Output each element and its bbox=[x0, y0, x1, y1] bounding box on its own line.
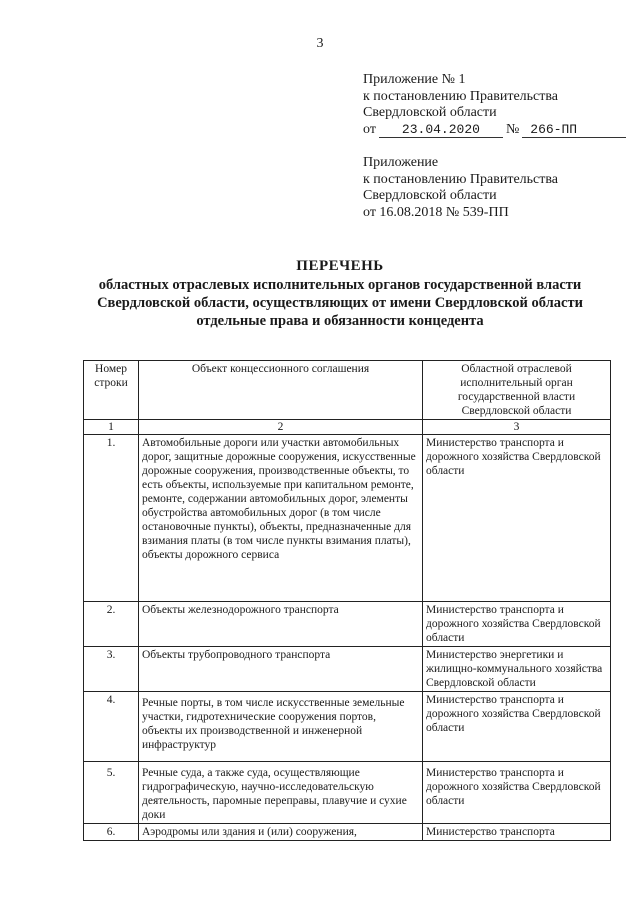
row-object: Речные суда, а также суда, осуществляющие гидрографическую, научно-исследовательскую деятельность, паромные переправы, плавучие и сухие доки bbox=[139, 762, 423, 824]
table-header-row bbox=[84, 361, 611, 420]
title-line-1: областных отраслевых исполнительных органов государственной власти bbox=[98, 277, 582, 293]
date-prefix: от bbox=[363, 121, 376, 137]
table-row bbox=[84, 824, 611, 841]
number-prefix: № bbox=[505, 121, 520, 137]
row-organ: Министерство энергетики и жилищно-коммунального хозяйства Свердловской области bbox=[423, 647, 611, 692]
appendix-1-line3: Свердловской области bbox=[363, 105, 497, 120]
document-title bbox=[60, 257, 620, 330]
row-object: Речные порты, в том числе искусственные земельные участки, гидротехнические сооружения портов, объекты их производственной и инженерной инфраструктур bbox=[139, 692, 423, 762]
table-row bbox=[84, 692, 611, 762]
title-line-2: Свердловской области, осуществляющих от имени Свердловской области bbox=[97, 295, 583, 311]
row-organ: Министерство транспорта и дорожного хозяйства Свердловской области bbox=[423, 692, 611, 762]
header-object: Объект концессионного соглашения bbox=[139, 361, 423, 420]
row-number: 5. bbox=[84, 762, 139, 824]
row-organ: Министерство транспорта bbox=[423, 824, 611, 841]
row-number: 4. bbox=[84, 692, 139, 762]
appendix-1-title: Приложение № 1 bbox=[363, 72, 466, 87]
appendix-2-line3: Свердловской области bbox=[363, 188, 497, 203]
table-row bbox=[84, 602, 611, 647]
index-cell: 1 bbox=[84, 420, 139, 435]
table-row bbox=[84, 762, 611, 824]
header-organ: Областной отраслевой исполнительный орган государственной власти Свердловской области bbox=[423, 361, 611, 420]
row-organ: Министерство транспорта и дорожного хозяйства Свердловской области bbox=[423, 762, 611, 824]
title-heading: ПЕРЕЧЕНЬ bbox=[296, 258, 384, 274]
row-object: Объекты трубопроводного транспорта bbox=[139, 647, 423, 692]
appendix-2-line2: к постановлению Правительства bbox=[363, 171, 559, 187]
row-organ: Министерство транспорта и дорожного хозяйства Свердловской области bbox=[423, 435, 611, 602]
index-cell: 2 bbox=[139, 420, 423, 435]
table-row bbox=[84, 435, 611, 602]
page-number: 3 bbox=[316, 36, 324, 51]
appendix-2-title: Приложение bbox=[363, 155, 439, 170]
table-row bbox=[84, 647, 611, 692]
appendix-1-date-row bbox=[363, 122, 633, 139]
appendix-2-line4: от 16.08.2018 № 539-ПП bbox=[363, 204, 509, 220]
row-number: 6. bbox=[84, 824, 139, 841]
appendix-1-block bbox=[363, 72, 633, 138]
row-object: Автомобильные дороги или участки автомобильных дорог, защитные дорожные сооружения, искусственные дорожные сооружения, производственные объекты, то есть объекты, используемые при капитальном ремонте, ремонте, содержании автомобильных дорог, элементы обустройства автомобильных дорог (в том числе остановочные пункты), объекты, предназначенные для взимания платы (в том числе пункты взимания платы), объекты дорожного сервиса bbox=[139, 435, 423, 602]
appendix-2-block bbox=[363, 155, 633, 221]
appendix-1-line2: к постановлению Правительства bbox=[363, 88, 559, 104]
row-number: 2. bbox=[84, 602, 139, 647]
row-organ: Министерство транспорта и дорожного хозяйства Свердловской области bbox=[423, 602, 611, 647]
resolution-number: 266-ПП bbox=[522, 123, 626, 138]
title-line-3: отдельные права и обязанности концедента bbox=[196, 313, 484, 329]
index-cell: 3 bbox=[423, 420, 611, 435]
row-number: 1. bbox=[84, 435, 139, 602]
row-number: 3. bbox=[84, 647, 139, 692]
resolution-date: 23.04.2020 bbox=[379, 123, 503, 138]
row-object: Объекты железнодорожного транспорта bbox=[139, 602, 423, 647]
concession-table bbox=[83, 360, 611, 841]
table-index-row bbox=[84, 420, 611, 435]
row-object: Аэродромы или здания и (или) сооружения, bbox=[139, 824, 423, 841]
header-number: Номер строки bbox=[84, 361, 139, 420]
